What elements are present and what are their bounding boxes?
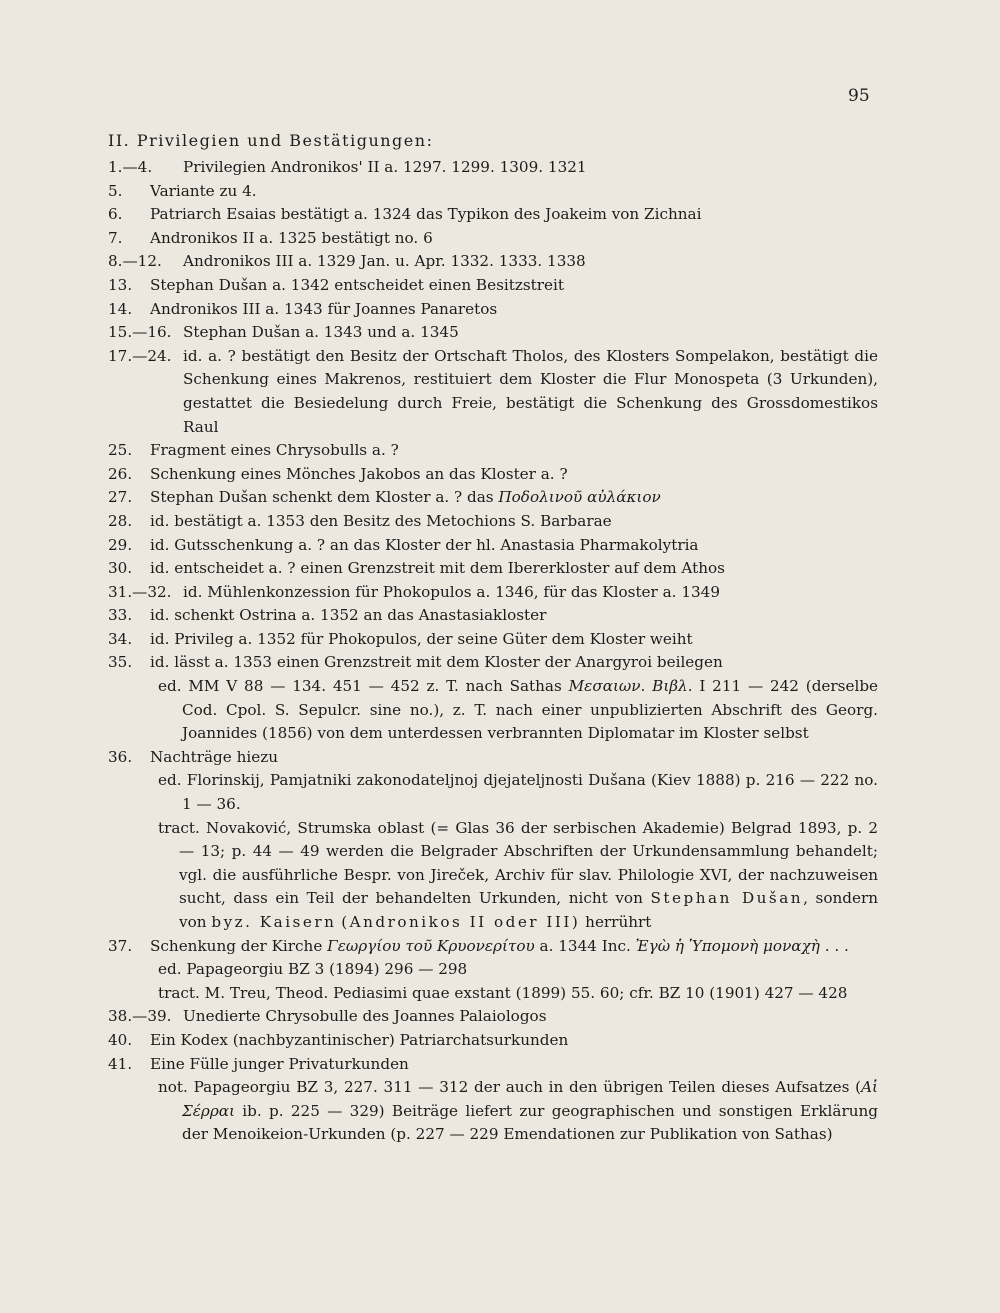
list-item [108, 1005, 878, 1029]
list-item [108, 274, 878, 298]
greek-place-name: Ποδολινοῦ αὐλάκιον [498, 488, 661, 507]
entry-text: Ein Kodex (nachbyzantinischer) Patriarchatsurkunden [150, 1030, 569, 1049]
entry-number: 29. [108, 535, 133, 554]
entry-number: 26. [108, 464, 133, 483]
entry-number: 6. [108, 205, 123, 224]
list-item [108, 345, 878, 439]
edition-note [158, 769, 878, 816]
list-item [108, 581, 878, 605]
greek-title: Αἱ Σέρραι [182, 1078, 878, 1120]
edition-note-text: ed. Papageorgiu BZ 3 (1894) 296 — 298 [158, 960, 468, 979]
entry-text-main: Stephan Dušan schenkt dem Kloster a. ? das [150, 488, 494, 507]
greek-church-name: Γεωργίου τοῦ Κρυονερίτου [327, 936, 535, 955]
list-item [108, 1029, 878, 1053]
literature-note-text: tract. M. Treu, Theod. Pediasimi quae exstant (1899) 55. 60; cfr. BZ 10 (1901) 427 — 428 [158, 983, 848, 1002]
literature-note-text [158, 817, 878, 935]
entry-number: 15.—16. [108, 323, 172, 342]
list-item [108, 180, 878, 204]
entry-text: Schenkung eines Mönches Jakobos an das Kloster a. ? [150, 464, 568, 483]
entry-text-main: Schenkung der Kirche [150, 936, 323, 955]
entry-text: id. entscheidet a. ? einen Grenzstreit mit dem Ibererkloster auf dem Athos [150, 559, 725, 578]
edition-note-text: ed. Florinskij, Pamjatniki zakonodateljnoj djejateljnosti Dušana (Kiev 1888) p. 216 — 222 no. 1 — 36. [158, 771, 878, 814]
list-item [108, 486, 878, 510]
note-part: , sondern von [179, 889, 879, 931]
list-item [108, 534, 878, 558]
entry-text: Unedierte Chrysobulle des Joannes Palaiologos [183, 1007, 547, 1026]
entry-number: 40. [108, 1030, 133, 1049]
greek-title: Μεσαιων. Βιβλ. [568, 677, 693, 696]
edition-note [158, 675, 878, 746]
edition-note-text [158, 675, 878, 746]
list-item [108, 439, 878, 463]
spaced-name: byz. Kaisern [211, 913, 337, 931]
note-part: ed. MM V 88 — 134. 451 — 452 z. T. nach Sathas [158, 677, 562, 696]
list-item [108, 156, 878, 180]
entry-number: 28. [108, 511, 133, 530]
list-item [108, 746, 878, 770]
entry-text: Stephan Dušan a. 1342 entscheidet einen Besitzstreit [150, 275, 564, 294]
entry-number: 25. [108, 441, 133, 460]
entry-text: Andronikos II a. 1325 bestätigt no. 6 [150, 228, 433, 247]
list-item [108, 510, 878, 534]
entry-number: 33. [108, 606, 133, 625]
list-item [108, 557, 878, 581]
entry-text: id. bestätigt a. 1353 den Besitz des Metochions S. Barbarae [150, 511, 612, 530]
note-part: I 211 — 242 (derselbe Cod. Cpol. S. Sepulcr. sine no.), z. T. nach einer unpublizierten Abschrift des Georg. Joannides (1856) von dem unterdessen verbrannten Diplomatar im Kloster selbst [182, 677, 879, 743]
entry-number: 8.—12. [108, 252, 162, 271]
list-item [108, 321, 878, 345]
list-item [108, 298, 878, 322]
page-number: 95 [848, 86, 870, 106]
list-item [108, 1053, 878, 1077]
entry-number: 35. [108, 653, 133, 672]
notice-note [158, 1076, 878, 1147]
entry-number: 14. [108, 299, 133, 318]
entry-number: 1.—4. [108, 158, 153, 176]
entry-text: Patriarch Esaias bestätigt a. 1324 das Typikon des Joakeim von Zichnai [150, 205, 702, 224]
note-part: not. Papageorgiu BZ 3, 227. 311 — 312 der auch in den übrigen Teilen dieses Aufsatzes ( [158, 1078, 862, 1097]
entry-text-main: a. 1344 Inc. [539, 936, 631, 955]
entry-text: id. Privileg a. 1352 für Phokopulos, der seine Güter dem Kloster weiht [150, 629, 693, 648]
note-part: ib. p. 225 — 329) Beiträge liefert zur geographischen und sonstigen Erklärung der Menoikeion-Urkunden (p. 227 — 229 Emendationen zur Publikation von Sathas) [182, 1101, 878, 1144]
entry-text: Andronikos III a. 1343 für Joannes Panaretos [150, 299, 498, 318]
entry-text: Andronikos III a. 1329 Jan. u. Apr. 1332. 1333. 1338 [183, 252, 586, 271]
entry-number: 27. [108, 488, 133, 507]
entry-text: Fragment eines Chrysobulls a. ? [150, 441, 399, 460]
entry-text: Nachträge hiezu [150, 747, 278, 766]
entry-text: id. a. ? bestätigt den Besitz der Ortschaft Tholos, des Klosters Sompelakon, bestätigt die Schenkung eines Makrenos, restituiert dem Kloster die Flur Monospeta (3 Urkunden), gestattet die Besiedelung durch Freie, bestätigt die Schenkung des Grossdomestikos Raul [183, 346, 878, 436]
list-item [108, 935, 878, 959]
list-item [108, 227, 878, 251]
section-title: II. Privilegien und Bestätigungen: [108, 131, 434, 150]
note-part: herrührt [585, 913, 652, 931]
entry-text: id. lässt a. 1353 einen Grenzstreit mit dem Kloster der Anargyroi beilegen [150, 653, 723, 672]
entry-number: 5. [108, 181, 123, 200]
edition-note [158, 958, 878, 982]
entry-number: 31.—32. [108, 582, 172, 601]
list-item [108, 628, 878, 652]
entry-number: 30. [108, 559, 133, 578]
entry-number: 41. [108, 1054, 133, 1073]
list-item [108, 604, 878, 628]
entry-number: 38.—39. [108, 1007, 172, 1026]
list-item [108, 463, 878, 487]
note-part: tract. Novaković, Strumska oblast (= Glas 36 der serbischen Akademie) Belgrad 1893, p. 2 — 13; p. 44 — 49 werden die Belgrader Abschriften der Urkundensammlung behandelt; vgl. die ausführliche Bespr. von Jireček, Archiv für slav. Philologie XVI, der nachzuweisen sucht, dass ein Teil der behandelten Urkunden, nicht von [158, 818, 878, 908]
privileges-list [108, 156, 878, 1147]
list-item [108, 250, 878, 274]
notice-note-text [158, 1076, 878, 1147]
literature-note [158, 982, 878, 1006]
list-item [108, 203, 878, 227]
entry-text: id. schenkt Ostrina a. 1352 an das Anastasiakloster [150, 606, 547, 625]
spaced-name: Stephan Dušan [650, 889, 804, 908]
entry-text: Eine Fülle junger Privaturkunden [150, 1054, 409, 1073]
entry-text: Privilegien Andronikos' II a. 1297. 1299. 1309. 1321 [183, 158, 587, 176]
greek-incipit: Ἐγὼ ἡ Ὑπομονὴ μοναχὴ . . . [635, 936, 849, 955]
entry-number: 17.—24. [108, 346, 172, 365]
entry-number: 34. [108, 629, 133, 648]
entry-text: id. Mühlenkonzession für Phokopulos a. 1346, für das Kloster a. 1349 [183, 582, 720, 601]
entry-text [150, 486, 878, 510]
entry-number: 37. [108, 936, 133, 955]
entry-text: Stephan Dušan a. 1343 und a. 1345 [183, 323, 459, 342]
entry-number: 13. [108, 275, 133, 294]
literature-note [158, 817, 878, 935]
spaced-name: (Andronikos II oder III) [341, 913, 581, 931]
entry-number: 7. [108, 228, 123, 247]
entry-number: 36. [108, 747, 133, 766]
entry-text [150, 935, 878, 959]
entry-text: Variante zu 4. [150, 181, 257, 200]
list-item [108, 651, 878, 675]
entry-text: id. Gutsschenkung a. ? an das Kloster der hl. Anastasia Pharmakolytria [150, 535, 699, 554]
